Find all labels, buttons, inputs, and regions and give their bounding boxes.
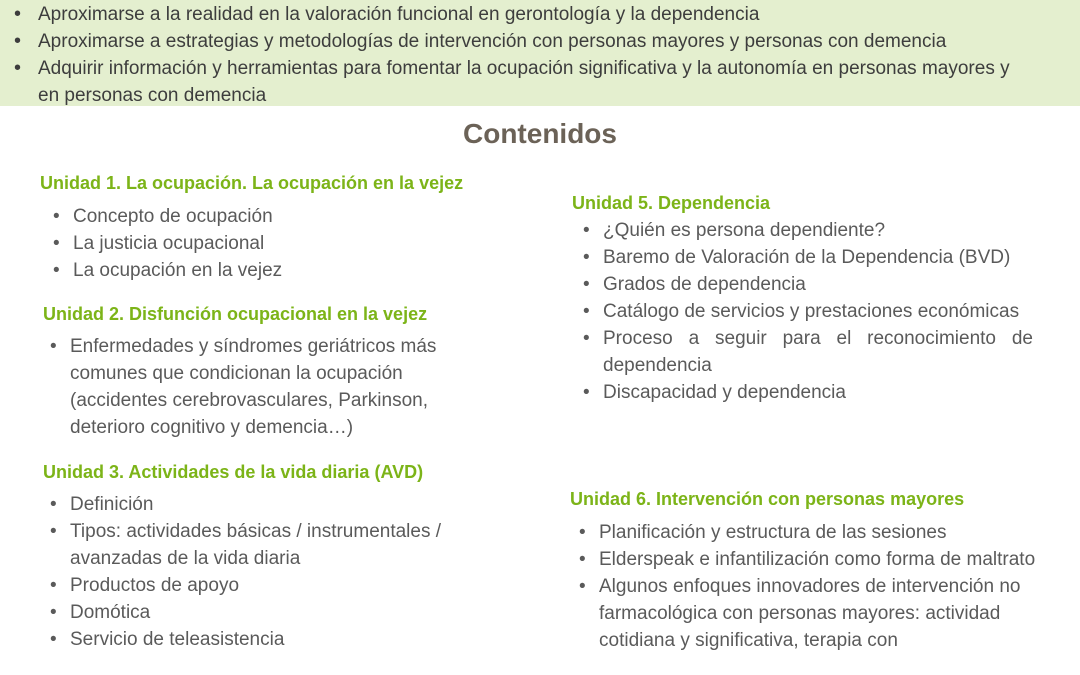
- unit-6-list: [599, 519, 1039, 654]
- list-item: • Enfermedades y síndromes geriátricos más comunes que condicionan la ocupación (accidentes cerebrovasculares, Parkinson, deterioro cognitivo y demencia…): [70, 333, 480, 441]
- list-item: • Concepto de ocupación: [73, 203, 493, 230]
- unit-1-list: [73, 203, 493, 284]
- list-item: • Definición: [70, 491, 495, 518]
- objectives-section: [0, 0, 1080, 106]
- unit-3-heading: Unidad 3. Actividades de la vida diaria (AVD): [43, 462, 424, 482]
- list-item: • Elderspeak e infantilización como forma de maltrato: [599, 546, 1039, 573]
- unit-5-list: [603, 217, 1033, 406]
- list-item: • Planificación y estructura de las sesiones: [599, 519, 1039, 546]
- list-item: • Productos de apoyo: [70, 572, 495, 599]
- list-item: • Grados de dependencia: [603, 271, 1033, 298]
- objective-item: • Aproximarse a la realidad en la valoración funcional en gerontología y la dependencia: [38, 1, 1038, 28]
- unit-2-heading: Unidad 2. Disfunción ocupacional en la vejez: [43, 304, 428, 324]
- list-item: • Proceso a seguir para el reconocimiento de dependencia: [603, 325, 1033, 379]
- list-item: • Baremo de Valoración de la Dependencia (BVD): [603, 244, 1033, 271]
- list-item: • ¿Quién es persona dependiente?: [603, 217, 1033, 244]
- list-item: • Servicio de teleasistencia: [70, 626, 495, 653]
- objective-item: • Adquirir información y herramientas para fomentar la ocupación significativa y la autonomía en personas mayores y en personas con demencia: [38, 55, 1028, 109]
- unit-5-heading: Unidad 5. Dependencia: [572, 193, 771, 213]
- unit-1-heading: Unidad 1. La ocupación. La ocupación en la vejez: [40, 173, 464, 193]
- objective-item: • Aproximarse a estrategias y metodologías de intervención con personas mayores y personas con demencia: [38, 28, 1038, 55]
- unit-6-heading: Unidad 6. Intervención con personas mayores: [570, 489, 965, 509]
- list-item: • La justicia ocupacional: [73, 230, 493, 257]
- unit-2-list: [70, 333, 480, 441]
- list-item: • Domótica: [70, 599, 495, 626]
- list-item: • La ocupación en la vejez: [73, 257, 493, 284]
- page-title: Contenidos: [463, 118, 617, 149]
- list-item: • Catálogo de servicios y prestaciones económicas: [603, 298, 1033, 325]
- list-item: • Tipos: actividades básicas / instrumentales / avanzadas de la vida diaria: [70, 518, 495, 572]
- list-item: • Algunos enfoques innovadores de intervención no farmacológica con personas mayores: actividad cotidiana y significativa, terapia con: [599, 573, 1039, 654]
- list-item: • Discapacidad y dependencia: [603, 379, 1033, 406]
- unit-3-list: [70, 491, 495, 653]
